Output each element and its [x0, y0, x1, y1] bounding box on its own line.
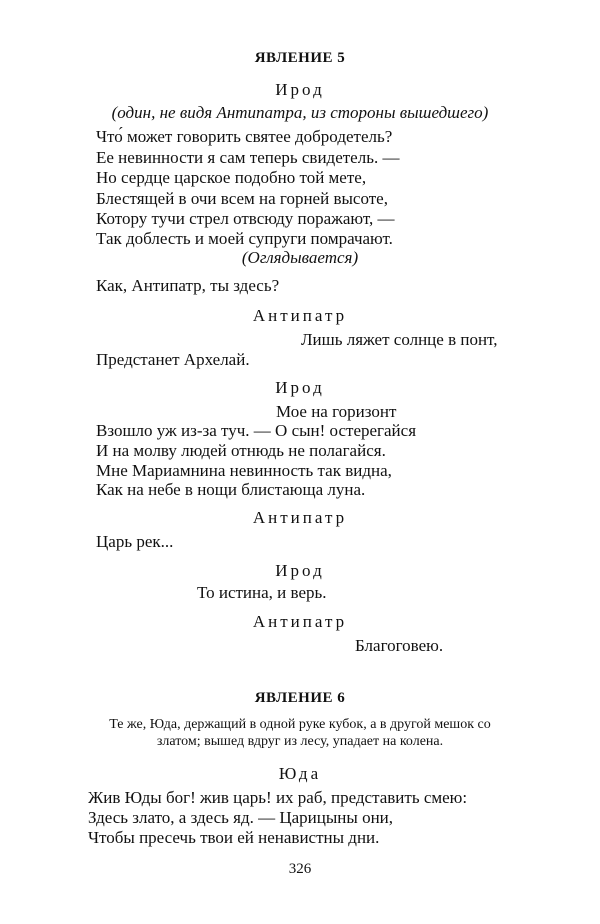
- speaker-juda: Юда: [278, 764, 322, 783]
- verse-line: Как на небе в нощи блистающа луна.: [96, 480, 366, 499]
- page-number: 326: [288, 861, 312, 877]
- verse-line: Котору тучи стрел отвсюду поражают, —: [96, 209, 395, 228]
- scene-6-heading: ЯВЛЕНИЕ 6: [254, 690, 346, 706]
- speaker-antipater: Антипатр: [252, 306, 348, 325]
- stage-direction: (один, не видя Антипатра, из стороны вышедшего): [111, 103, 489, 122]
- verse-line: И на молву людей отнюдь не полагайся.: [96, 441, 386, 460]
- stage-direction: (Оглядывается): [241, 248, 359, 267]
- verse-line: Как, Антипатр, ты здесь?: [96, 276, 280, 295]
- stage-direction: Те же, Юда, держащий в одной руке кубок, а в другой мешок со: [109, 717, 491, 732]
- speaker-antipater: Антипатр: [252, 508, 348, 527]
- stage-direction: златом; вышед вдруг из лесу, упадает на колена.: [156, 734, 444, 749]
- verse-line: Взошло уж из-за туч. — О сын! остерегайся: [96, 421, 417, 440]
- verse-line: Ее невинности я сам теперь свидетель. —: [96, 148, 400, 167]
- verse-line: Но сердце царское подобно той мете,: [96, 168, 367, 187]
- verse-line: Предстанет Архелай.: [96, 350, 250, 369]
- speaker-herod: Ирод: [275, 561, 325, 580]
- verse-line: Царь рек...: [96, 532, 174, 551]
- verse-line: Мое на горизонт: [276, 402, 397, 421]
- verse-line: Жив Юды бог! жив царь! их раб, представить смею:: [88, 788, 468, 807]
- verse-line: Благоговею.: [355, 636, 444, 655]
- speaker-herod: Ирод: [275, 378, 325, 397]
- verse-line: Чтобы пресечь твои ей ненавистны дни.: [88, 828, 380, 847]
- verse-line: Что́ может говорить святее добродетель?: [96, 127, 393, 146]
- speaker-herod: Ирод: [275, 80, 325, 99]
- speaker-antipater: Антипатр: [252, 612, 348, 631]
- verse-line: Так доблесть и моей супруги помрачают.: [96, 229, 393, 248]
- verse-line: Лишь ляжет солнце в понт,: [301, 330, 498, 349]
- verse-line: То истина, и верь.: [197, 583, 327, 602]
- verse-line: Здесь злато, а здесь яд. — Царицыны они,: [88, 808, 394, 827]
- verse-line: Блестящей в очи всем на горней высоте,: [96, 189, 388, 208]
- scene-5-heading: ЯВЛЕНИЕ 5: [254, 50, 346, 66]
- verse-line: Мне Мариамнина невинность так видна,: [96, 461, 392, 480]
